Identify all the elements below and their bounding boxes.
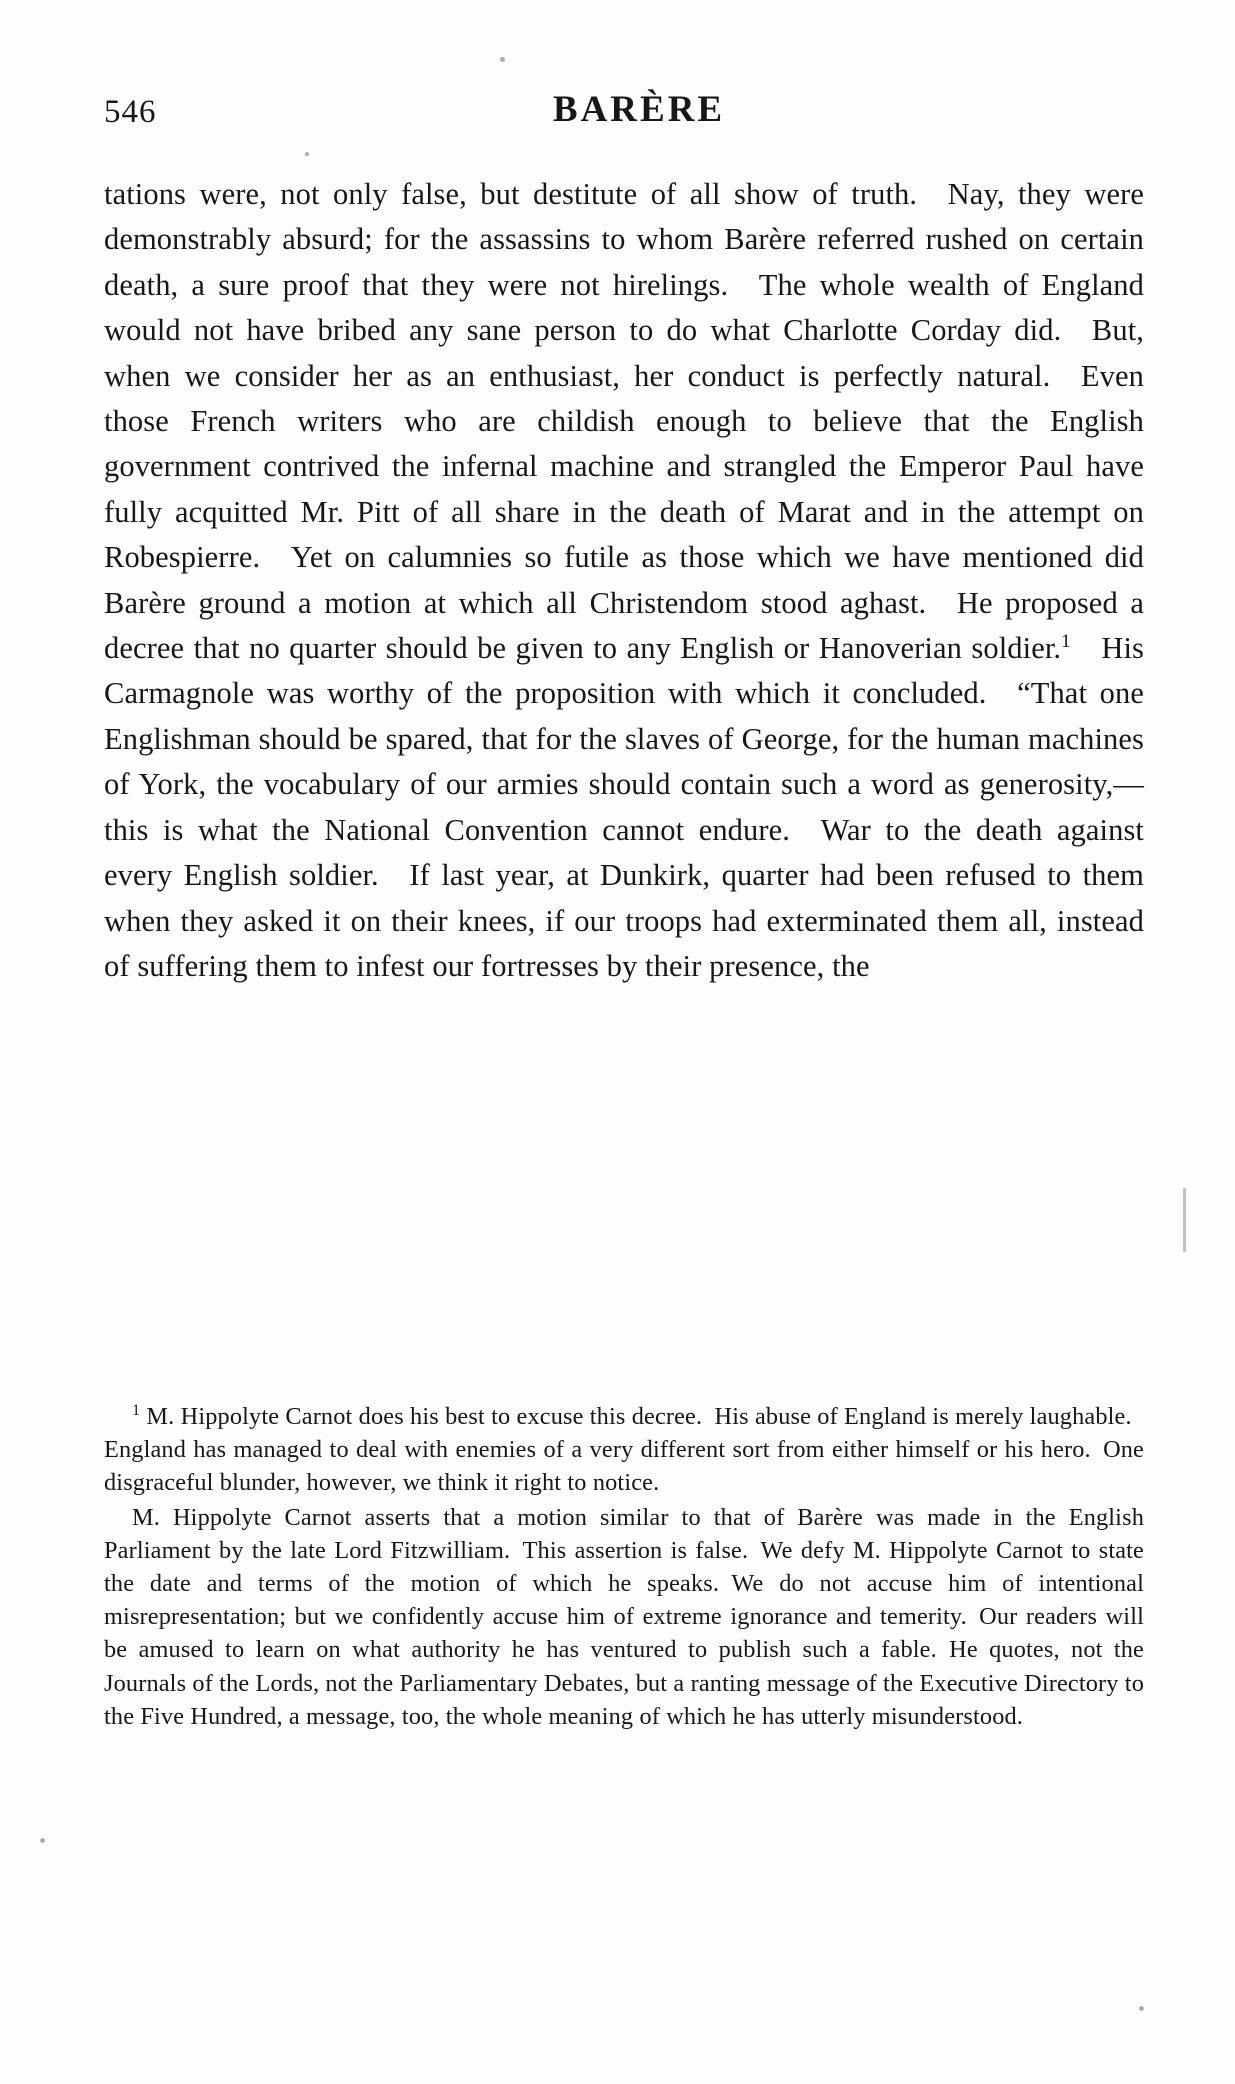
scan-edge-mark (1183, 1188, 1186, 1252)
body-paragraph-part-1: tations were, not only false, but destitute of all show of truth. Nay, they were demonstrably absurd; for the assassins to whom Barère referred rushed on certain death, a sure proof that they were not hirelings. The whole wealth of England would not have bribed any sane person to do what Charlotte Corday did. But, when we consider her as an enthusiast, her conduct is perfectly natural. Even those French writers who are childish enough to believe that the English government contrived the infernal machine and strangled the Emperor Paul have fully acquitted Mr. Pitt of all share in the death of Marat and in the attempt on Robespierre. Yet on calumnies so futile as those which we have mentioned did Barère ground a motion at which all Christendom stood aghast. He proposed a decree that no quarter should be given to any English or Hanoverian soldier. (104, 177, 1144, 666)
page-number: 546 (104, 94, 157, 130)
scan-speck (1139, 2006, 1144, 2011)
body-paragraph-part-2: His Carmagnole was worthy of the proposition with which it concluded. “That one Englishman should be spared, that for the slaves of George, for the human machines of York, the vocabulary of our armies should contain such a word as generosity,— this is what the National Convention cannot endure. War to the death against every English soldier. If last year, at Dunkirk, quarter had been refused to them when they asked it on their knees, if our troops had exterminated them all, instead of suffering them to infest our fortresses by their presence, the (104, 631, 1144, 983)
footnote-reference: 1 (1061, 630, 1071, 652)
footnote-two: M. Hippolyte Carnot asserts that a motion similar to that of Barère was made in the English Parliament by the late Lord Fitzwilliam. This assertion is false. We defy M. Hippolyte Carnot to state the date and terms of the motion of which he speaks. We do not accuse him of intentional misrepresentation; but we confidently accuse him of extreme ignorance and temerity. Our readers will be amused to learn on what authority he has ventured to publish such a fable. He quotes, not the Journals of the Lords, not the Parliamentary Debates, but a ranting message of the Executive Directory to the Five Hundred, a message, too, the whole meaning of which he has utterly misunderstood. (104, 1503, 1144, 1730)
footnote-marker: 1 (132, 1401, 141, 1419)
scan-speck (305, 152, 309, 156)
scan-speck (500, 57, 505, 62)
footnote-one (104, 1400, 1144, 1500)
footnote-one-text: M. Hippolyte Carnot does his best to excuse this decree. His abuse of England is merely laughable. England has managed to deal with enemies of a very different sort from either himself or his hero. One disgraceful blunder, however, we think it right to notice. (104, 1403, 1144, 1497)
page-header (104, 88, 1144, 136)
body-paragraph (104, 172, 1144, 989)
footnote-block (104, 1400, 1144, 1733)
scan-speck (40, 1838, 45, 1843)
body-text-block (104, 172, 1144, 989)
running-title: BARÈRE (552, 89, 726, 130)
